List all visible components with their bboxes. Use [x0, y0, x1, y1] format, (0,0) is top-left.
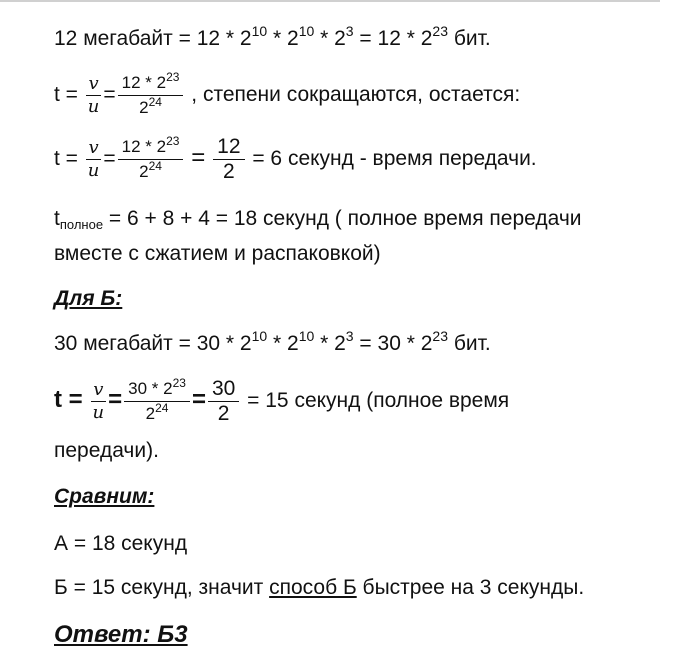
text-segment: = 30 * 2: [353, 332, 433, 355]
t-symbol: t: [54, 207, 60, 230]
denominator: [118, 160, 184, 183]
line-result-a: [54, 531, 187, 557]
heading-for-b: [54, 286, 122, 312]
fraction-v-over-u: [86, 137, 102, 182]
exponent: 10: [298, 23, 315, 39]
exponent: 10: [251, 328, 268, 344]
numerator: v: [86, 73, 102, 96]
base: 2: [139, 162, 149, 181]
exponent: 24: [148, 159, 162, 173]
text-segment: быстрее на 3 секунды.: [356, 576, 585, 599]
exponent: 10: [298, 328, 315, 344]
exponent: 3: [345, 23, 354, 39]
text-segment: 30 мегабайт = 30 * 2: [54, 332, 252, 355]
fraction-30-over-2: [208, 378, 239, 425]
answer-text: Ответ: Б3: [54, 621, 188, 648]
equals: =: [108, 386, 123, 414]
numerator: v: [86, 137, 102, 160]
fraction-v-over-u: [86, 73, 102, 118]
text-segment: бит.: [447, 332, 491, 355]
heading-compare: [54, 484, 154, 510]
line-total-time-a: [54, 206, 582, 232]
equals: =: [103, 83, 116, 107]
denominator: 2: [222, 160, 235, 183]
text-segment: * 2: [314, 27, 346, 50]
numerator: v: [91, 379, 107, 402]
line-12mb-conversion: [54, 23, 491, 52]
exponent: 24: [155, 401, 169, 415]
top-divider: [0, 0, 660, 2]
text-segment: * 2: [267, 27, 299, 50]
denominator: [118, 96, 184, 119]
text-segment: 12 мегабайт = 12 * 2: [54, 27, 252, 50]
exponent: 23: [166, 134, 180, 148]
line-total-time-a-cont: [54, 241, 381, 267]
equals: =: [191, 386, 206, 414]
underlined-method-b: способ Б: [269, 576, 357, 599]
heading-text: Для Б:: [54, 287, 123, 310]
line-result-b: [54, 575, 584, 601]
line-formula-a-reduce: [54, 72, 520, 119]
numerator: 30: [208, 378, 239, 402]
text-segment: = 15 секунд (полное время: [241, 389, 510, 413]
line-formula-b-result: [54, 378, 509, 425]
denominator: u: [87, 160, 100, 181]
denominator: [124, 402, 190, 425]
exponent: 23: [432, 328, 448, 344]
text-segment: вместе с сжатием и распаковкой): [54, 242, 381, 265]
t-equals: t =: [54, 386, 83, 414]
base: 12 * 2: [121, 73, 167, 92]
exponent: 24: [148, 95, 162, 109]
text-segment: Б = 15 секунд, значит: [54, 576, 270, 599]
equals: =: [191, 144, 206, 172]
text-segment: * 2: [267, 332, 299, 355]
base: 2: [139, 98, 149, 117]
text-segment: бит.: [447, 27, 491, 50]
base: 12 * 2: [121, 137, 167, 156]
fraction-bits-over-speed: [118, 72, 184, 119]
line-formula-b-cont: [54, 438, 159, 464]
line-30mb-conversion: [54, 328, 491, 357]
t-equals: t =: [54, 147, 78, 171]
text-segment: = 12 * 2: [353, 27, 433, 50]
base: 2: [145, 404, 156, 423]
t-equals: t =: [54, 83, 78, 107]
exponent: 3: [345, 328, 354, 344]
text-segment: передачи).: [54, 439, 159, 462]
fraction-12-over-2: [213, 136, 244, 183]
text-segment: А = 18 секунд: [54, 532, 188, 555]
answer: [54, 622, 188, 648]
numerator: [118, 136, 184, 160]
text-segment: , степени сокращаются, остается:: [185, 83, 521, 107]
fraction-v-over-u: [91, 379, 107, 424]
fraction-bits-over-speed: [118, 136, 184, 183]
denominator: 2: [217, 402, 230, 425]
equals: =: [103, 147, 116, 171]
numerator: [124, 378, 190, 402]
exponent: 23: [166, 70, 180, 84]
exponent: 23: [172, 376, 186, 390]
fraction-bits-over-speed: [124, 378, 190, 425]
exponent: 10: [251, 23, 268, 39]
text-segment: * 2: [314, 332, 346, 355]
denominator: u: [92, 402, 105, 423]
numerator: [118, 72, 184, 96]
heading-text: Сравним:: [54, 485, 155, 508]
base: 30 * 2: [128, 379, 173, 398]
numerator: 12: [213, 136, 244, 160]
text-segment: = 6 + 8 + 4 = 18 секунд ( полное время передачи: [103, 207, 582, 230]
text-segment: = 6 секунд - время передачи.: [246, 147, 537, 171]
exponent: 23: [432, 23, 448, 39]
subscript: полное: [59, 217, 104, 232]
denominator: u: [87, 96, 100, 117]
line-formula-a-result: [54, 136, 537, 183]
